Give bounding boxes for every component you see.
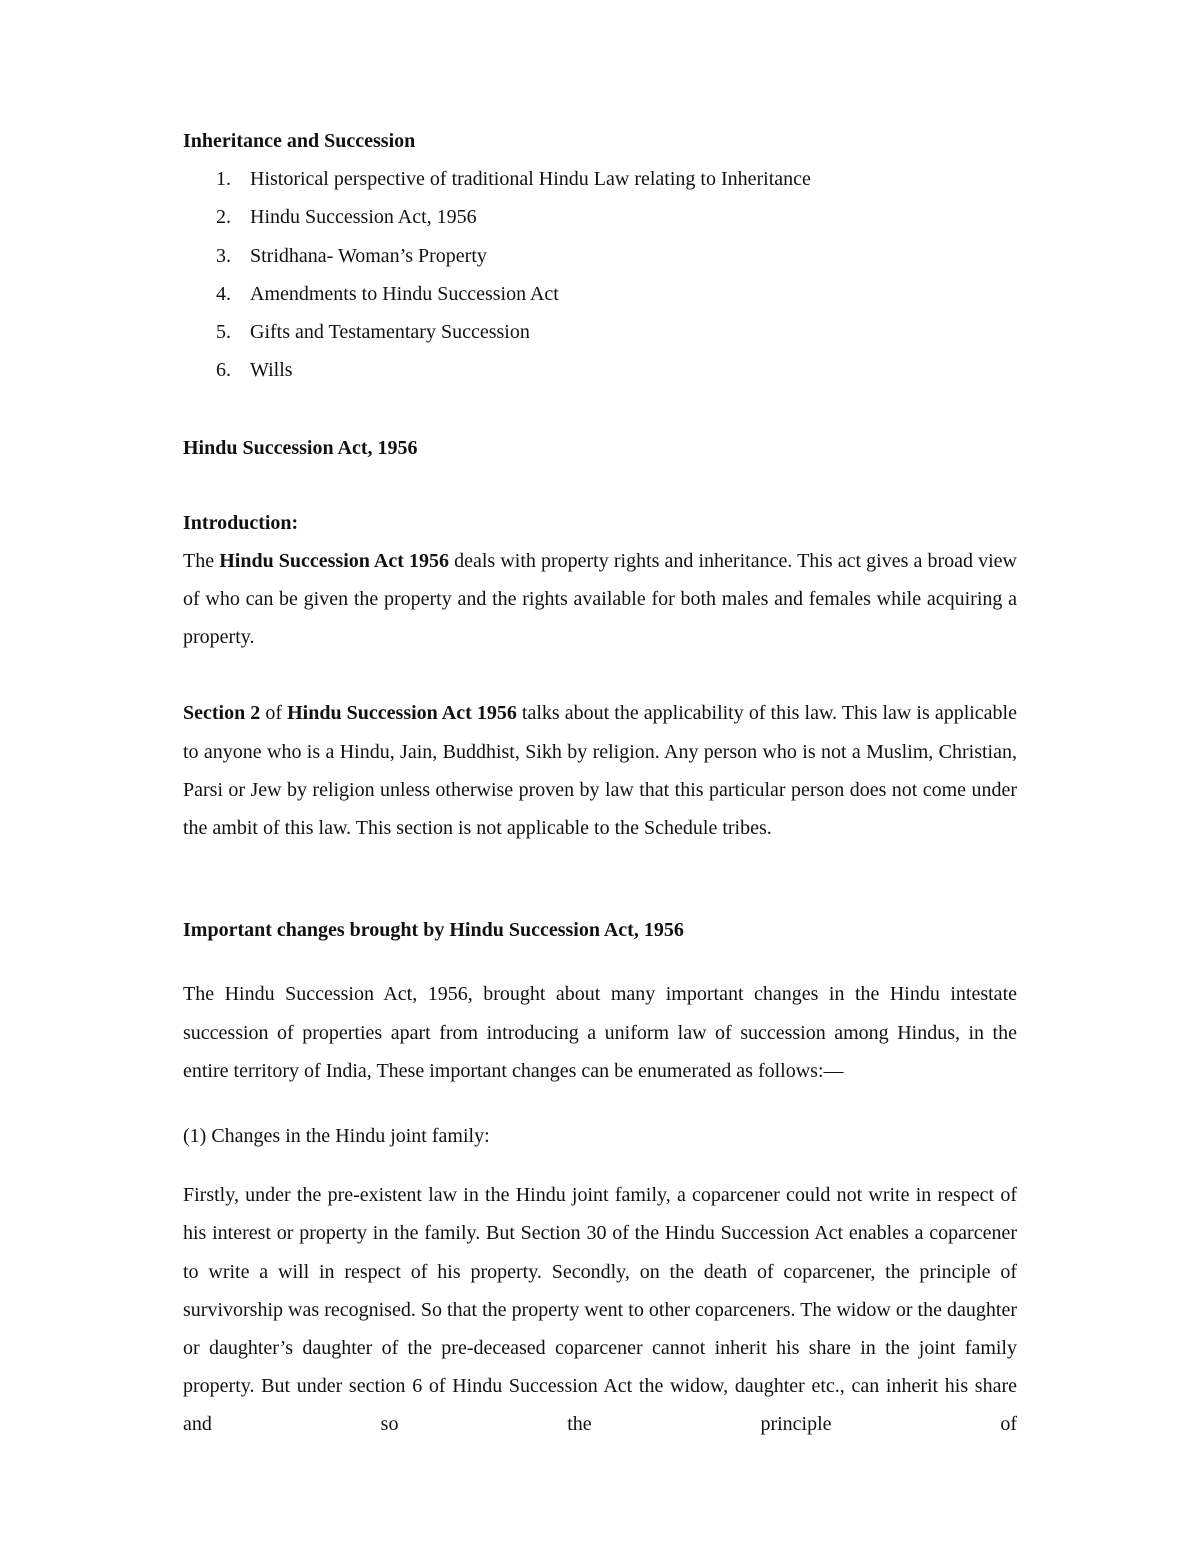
section2-paragraph <box>183 694 1017 847</box>
list-number: 5. <box>216 321 231 344</box>
list-item-text: Wills <box>250 359 293 382</box>
changes-paragraph: The Hindu Succession Act, 1956, brought about many important changes in the Hindu intestate succession of properties apart from introducing a uniform law of succession among Hindus, in the entire territory of India, These important changes can be enumerated as follows:— <box>183 983 1017 1082</box>
list-number: 2. <box>216 206 231 229</box>
list-number: 6. <box>216 359 231 382</box>
list-item <box>183 351 1017 389</box>
list-item-text: Hindu Succession Act, 1956 <box>250 206 477 229</box>
intro-bold-act: Hindu Succession Act 1956 <box>219 549 450 572</box>
section2-bold-label: Section 2 <box>183 702 261 725</box>
list-item <box>183 313 1017 351</box>
list-item <box>183 198 1017 236</box>
list-item-text: Historical perspective of traditional Hindu Law relating to Inheritance <box>250 168 811 191</box>
heading-important-changes: Important changes brought by Hindu Succession Act, 1956 <box>183 919 684 942</box>
list-item <box>183 160 1017 198</box>
subheading-joint-family: (1) Changes in the Hindu joint family: <box>183 1125 490 1148</box>
document-page <box>183 122 1017 1444</box>
list-item-text: Amendments to Hindu Succession Act <box>250 282 559 305</box>
list-number: 3. <box>216 244 231 267</box>
intro-text-pre: The <box>183 549 220 572</box>
heading-hindu-succession-act: Hindu Succession Act, 1956 <box>183 437 418 460</box>
section2-text-mid: of <box>260 702 288 725</box>
list-number: 4. <box>216 282 231 305</box>
list-item <box>183 275 1017 313</box>
heading-introduction: Introduction: <box>183 511 299 534</box>
heading-inheritance-and-succession: Inheritance and Succession <box>183 130 416 152</box>
list-item <box>183 237 1017 275</box>
list-item-text: Stridhana- Woman’s Property <box>250 244 487 267</box>
section2-text-post: talks about the applicability of this law. This law is applicable to anyone who is a Hindu, Jain, Buddhist, Sikh by religion. Any person who is not a Muslim, Christian, Parsi or Jew by religion unless otherwise proven by law that this particular person does not come under the ambit of this law. This section is not applicable to the Schedule tribes. <box>183 702 1017 840</box>
joint-family-paragraph: Firstly, under the pre-existent law in the Hindu joint family, a coparcener could not write in respect of his interest or property in the family. But Section 30 of the Hindu Succession Act enables a coparcener to write a will in respect of his property. Secondly, on the death of coparcener, the principle of survivorship was recognised. So that the property went to other coparceners. The widow or the daughter or daughter’s daughter of the pre-deceased coparcener cannot inherit his share in the joint family property. But under section 6 of Hindu Succession Act the widow, daughter etc., can inherit his share and so the principle of <box>183 1184 1017 1436</box>
topic-list <box>183 160 1017 389</box>
list-number: 1. <box>216 168 231 191</box>
intro-text-post: deals with property rights and inheritance. This act gives a broad view of who can be given the property and the rights available for both males and females while acquiring a property. <box>183 549 1017 649</box>
intro-paragraph <box>183 542 1017 657</box>
section2-bold-act: Hindu Succession Act 1956 <box>287 702 517 725</box>
list-item-text: Gifts and Testamentary Succession <box>250 321 530 344</box>
